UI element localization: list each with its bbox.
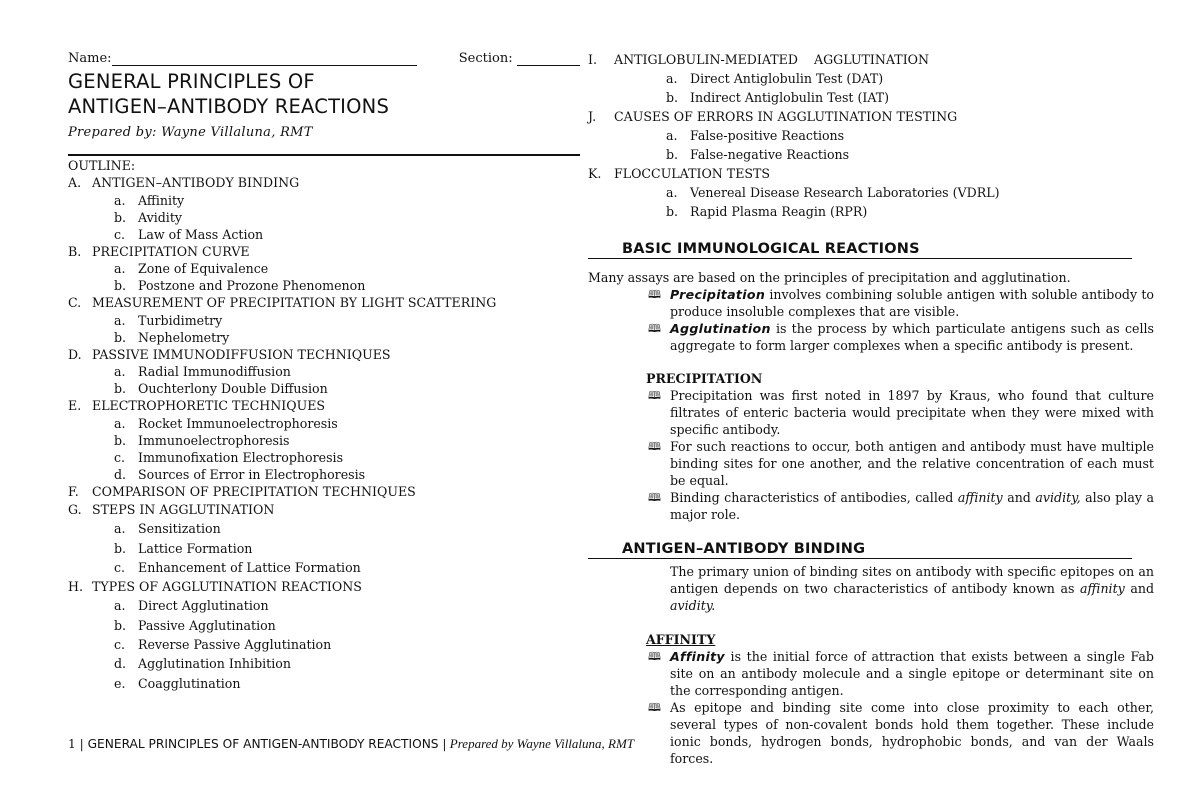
precip-text-1: Precipitation was first noted in 1897 by Kraus, who found that culture filtrates of enteric bacteria would precipitate when they were mixed with specific antibody. <box>670 388 1154 437</box>
outline-subitem <box>68 432 580 449</box>
outline-subitem <box>588 202 1158 221</box>
subitem-letter: e. <box>114 675 126 691</box>
outline-section <box>68 500 580 519</box>
subitem-letter: a. <box>114 521 126 537</box>
subitem-letter: a. <box>114 415 126 431</box>
section-title: ELECTROPHORETIC TECHNIQUES <box>92 398 326 413</box>
precip-bullet-3 <box>588 489 1158 523</box>
outline-subitem <box>68 519 580 538</box>
subitem-text: Immunofixation Electrophoresis <box>138 449 344 465</box>
binding-avidity: avidity. <box>670 598 716 613</box>
subitem-letter: d. <box>114 656 127 672</box>
outline-subitem <box>68 539 580 558</box>
book-bullet-icon: 🕮 <box>648 650 661 663</box>
outline-subitem <box>68 616 580 635</box>
subitem-letter: b. <box>114 329 127 345</box>
precip-and: and <box>1002 490 1036 505</box>
section-title: PASSIVE IMMUNODIFFUSION TECHNIQUES <box>92 346 391 362</box>
subitem-text: Postzone and Prozone Phenomenon <box>138 278 366 293</box>
section-title: ANTIGEN–ANTIBODY BINDING <box>92 175 300 190</box>
outline-subitem <box>68 654 580 673</box>
subitem-letter: b. <box>114 209 127 225</box>
outline-section <box>68 577 580 596</box>
outline-subitem <box>68 635 580 654</box>
book-bullet-icon: 🕮 <box>648 389 661 402</box>
subitem-text: Affinity <box>138 192 185 208</box>
outline-subitem <box>68 415 580 432</box>
outline-subitem <box>68 226 580 243</box>
subitem-text: Law of Mass Action <box>138 226 264 242</box>
subitem-letter: b. <box>114 540 127 556</box>
outline-section <box>68 483 580 501</box>
section-title: STEPS IN AGGLUTINATION <box>92 502 275 517</box>
subitem-text: Direct Antiglobulin Test (DAT) <box>690 71 884 86</box>
affinity-text-2: As epitope and binding site come into close proximity to each other, several types of non-covalent bonds hold them together. These include ionic bonds, hydrogen bonds, hydrophobic bonds, and van der Waals forces. <box>670 700 1154 766</box>
term-affinity: Affinity <box>670 649 725 664</box>
outline-subitem <box>68 277 580 294</box>
outline-section <box>588 164 1158 183</box>
affinity-heading: AFFINITY <box>646 632 716 647</box>
section-letter: C. <box>68 295 82 310</box>
outline-subitem <box>68 674 580 693</box>
outline-subitem <box>588 88 1158 107</box>
outline-subitem <box>588 69 1158 88</box>
precip-text-3b: also play a major role. <box>670 490 1155 522</box>
outline-subitem <box>68 558 580 577</box>
book-bullet-icon: 🕮 <box>648 491 661 504</box>
footer-separator: | <box>442 737 447 751</box>
subitem-letter: b. <box>114 278 127 293</box>
bullet-agglutination <box>588 320 1158 354</box>
outline-subitem <box>68 466 580 483</box>
outline-heading: OUTLINE: <box>68 158 136 173</box>
outline-continued <box>588 50 1158 221</box>
outline-subitem <box>68 363 580 380</box>
subitem-text: Sensitization <box>138 521 221 537</box>
outline-section <box>588 50 1158 69</box>
subitem-letter: b. <box>114 617 127 633</box>
outline-section <box>68 346 580 364</box>
section-letter: J. <box>588 109 597 124</box>
section-title: COMPARISON OF PRECIPITATION TECHNIQUES <box>92 483 416 499</box>
footer-title: GENERAL PRINCIPLES OF ANTIGEN-ANTIBODY REACTIONS <box>83 737 443 751</box>
right-column <box>588 50 1158 767</box>
outline-subitem <box>68 329 580 346</box>
section-blank-field <box>517 51 580 66</box>
book-bullet-icon: 🕮 <box>648 440 661 453</box>
page-footer <box>68 736 634 752</box>
affinity-bullet-1 <box>588 648 1158 699</box>
section-letter: E. <box>68 398 82 413</box>
agglutination-def: is the process by which particulate antigens such as cells aggregate to form larger complexes when a specific antibody is present. <box>670 321 1154 353</box>
footer-prepared: Prepared by Wayne Villaluna, RMT <box>446 736 635 751</box>
outline-subitem <box>68 596 580 615</box>
section-letter: A. <box>68 175 82 190</box>
outline-section <box>68 294 580 312</box>
binding-affinity: affinity <box>1079 581 1125 596</box>
page-title <box>68 69 580 119</box>
subitem-text: Immunoelectrophoresis <box>138 432 290 448</box>
subitem-text: False-negative Reactions <box>690 147 850 162</box>
subitem-text: Zone of Equivalence <box>138 261 269 276</box>
subitem-letter: d. <box>114 466 127 482</box>
precip-avidity: avidity, <box>1035 490 1081 505</box>
binding-heading: ANTIGEN–ANTIBODY BINDING <box>588 541 1132 559</box>
outline-subitem <box>588 183 1158 202</box>
book-bullet-icon: 🕮 <box>648 322 661 335</box>
outline-subitem <box>68 192 580 209</box>
subitem-text: Ouchterlony Double Diffusion <box>138 381 328 396</box>
binding-paragraph <box>588 563 1154 614</box>
subitem-text: Rapid Plasma Reagin (RPR) <box>690 204 868 219</box>
section-letter: K. <box>588 166 602 181</box>
section-title: FLOCCULATION TESTS <box>614 166 771 181</box>
outline-subitem <box>68 380 580 397</box>
subitem-letter: c. <box>114 226 126 242</box>
subitem-letter: c. <box>114 559 126 575</box>
section-letter: D. <box>68 346 82 362</box>
subitem-text: Passive Agglutination <box>138 617 276 633</box>
book-bullet-icon: 🕮 <box>648 288 661 301</box>
basic-reactions-heading: BASIC IMMUNOLOGICAL REACTIONS <box>588 241 1132 259</box>
subitem-letter: c. <box>114 637 126 653</box>
outline-section <box>68 243 580 261</box>
outline-subitem <box>68 312 580 329</box>
subitem-letter: b. <box>666 147 679 162</box>
subitem-text: Direct Agglutination <box>138 598 269 614</box>
binding-text: The primary union of binding sites on antibody with specific epitopes on an antigen depends on two characteristics of antibody known as <box>670 564 1154 596</box>
outline-subitem <box>588 145 1158 164</box>
title-line-2: ANTIGEN–ANTIBODY REACTIONS <box>68 95 390 118</box>
precip-text-3a: Binding characteristics of antibodies, called <box>670 490 958 505</box>
precipitation-def: involves combining soluble antigen with soluble antibody to produce insoluble complexes that are visible. <box>670 287 1154 319</box>
subitem-letter: a. <box>114 598 126 614</box>
outline-subitem <box>68 260 580 277</box>
name-label: Name: <box>68 51 112 66</box>
outline-section <box>68 397 580 415</box>
outline-subitem <box>588 126 1158 145</box>
precip-bullet-2 <box>588 438 1158 489</box>
section-label: Section: <box>458 51 513 66</box>
name-blank-field <box>112 51 417 66</box>
subitem-text: Radial Immunodiffusion <box>138 364 291 379</box>
outline-list <box>68 174 580 693</box>
subitem-text: Reverse Passive Agglutination <box>138 637 332 653</box>
subitem-text: Indirect Antiglobulin Test (IAT) <box>690 90 890 105</box>
subitem-letter: a. <box>114 312 126 328</box>
name-section-line <box>68 44 580 66</box>
section-title: ANTIGLOBULIN-MEDIATED AGGLUTINATION <box>614 52 930 67</box>
section-letter: F. <box>68 483 79 499</box>
subitem-text: Turbidimetry <box>138 312 223 328</box>
subitem-text: Rocket Immunoelectrophoresis <box>138 415 338 431</box>
section-title: PRECIPITATION CURVE <box>92 243 250 259</box>
subitem-letter: a. <box>114 364 126 379</box>
subitem-text: Enhancement of Lattice Formation <box>138 559 361 575</box>
subitem-text: Lattice Formation <box>138 540 253 556</box>
subitem-text: False-positive Reactions <box>690 128 845 143</box>
outline <box>68 158 580 693</box>
section-letter: H. <box>68 579 83 595</box>
left-column <box>68 44 580 693</box>
subitem-letter: b. <box>666 204 679 219</box>
subitem-letter: a. <box>666 128 678 143</box>
term-agglutination: Agglutination <box>670 321 771 336</box>
precip-bullet-1 <box>588 387 1158 438</box>
subitem-text: Sources of Error in Electrophoresis <box>138 466 366 482</box>
affinity-bullet-2 <box>588 699 1158 767</box>
bullet-precipitation <box>588 286 1158 320</box>
binding-and: and <box>1124 581 1155 596</box>
term-precipitation: Precipitation <box>670 287 766 302</box>
subitem-text: Nephelometry <box>138 329 230 345</box>
subitem-text: Coagglutination <box>138 675 241 691</box>
title-divider <box>68 154 580 156</box>
section-letter: I. <box>588 52 597 67</box>
subitem-letter: a. <box>114 261 126 276</box>
section-letter: B. <box>68 243 82 259</box>
outline-section <box>588 107 1158 126</box>
section-letter: G. <box>68 502 82 517</box>
subitem-letter: a. <box>666 185 678 200</box>
outline-subitem <box>68 209 580 226</box>
subitem-letter: b. <box>114 381 127 396</box>
subitem-text: Avidity <box>138 209 182 225</box>
subitem-letter: a. <box>666 71 678 86</box>
subitem-letter: b. <box>666 90 679 105</box>
affinity-def: is the initial force of attraction that exists between a single Fab site on an antibody molecule and a single epitope or determinant site on the corresponding antigen. <box>670 649 1154 698</box>
prepared-by: Prepared by: Wayne Villaluna, RMT <box>68 125 313 140</box>
subitem-letter: c. <box>114 449 126 465</box>
footer-page-number: 1 | <box>68 737 84 751</box>
subitem-letter: a. <box>114 192 126 208</box>
precip-affinity: affinity <box>957 490 1003 505</box>
subitem-text: Agglutination Inhibition <box>138 656 291 672</box>
precipitation-heading: PRECIPITATION <box>646 371 763 386</box>
section-title: MEASUREMENT OF PRECIPITATION BY LIGHT SCATTERING <box>92 295 497 310</box>
subitem-text: Venereal Disease Research Laboratories (VDRL) <box>690 185 1000 200</box>
book-bullet-icon: 🕮 <box>648 701 661 714</box>
title-line-1: GENERAL PRINCIPLES OF <box>68 70 315 93</box>
section-title: CAUSES OF ERRORS IN AGGLUTINATION TESTING <box>614 109 958 124</box>
outline-subitem <box>68 449 580 466</box>
outline-section <box>68 174 580 192</box>
precip-text-2: For such reactions to occur, both antigen and antibody must have multiple binding sites for one another, and the relative concentration of each must be equal. <box>670 439 1154 488</box>
section-title: TYPES OF AGGLUTINATION REACTIONS <box>92 579 362 595</box>
subitem-letter: b. <box>114 432 127 448</box>
basic-intro: Many assays are based on the principles of precipitation and agglutination. <box>588 270 1071 285</box>
